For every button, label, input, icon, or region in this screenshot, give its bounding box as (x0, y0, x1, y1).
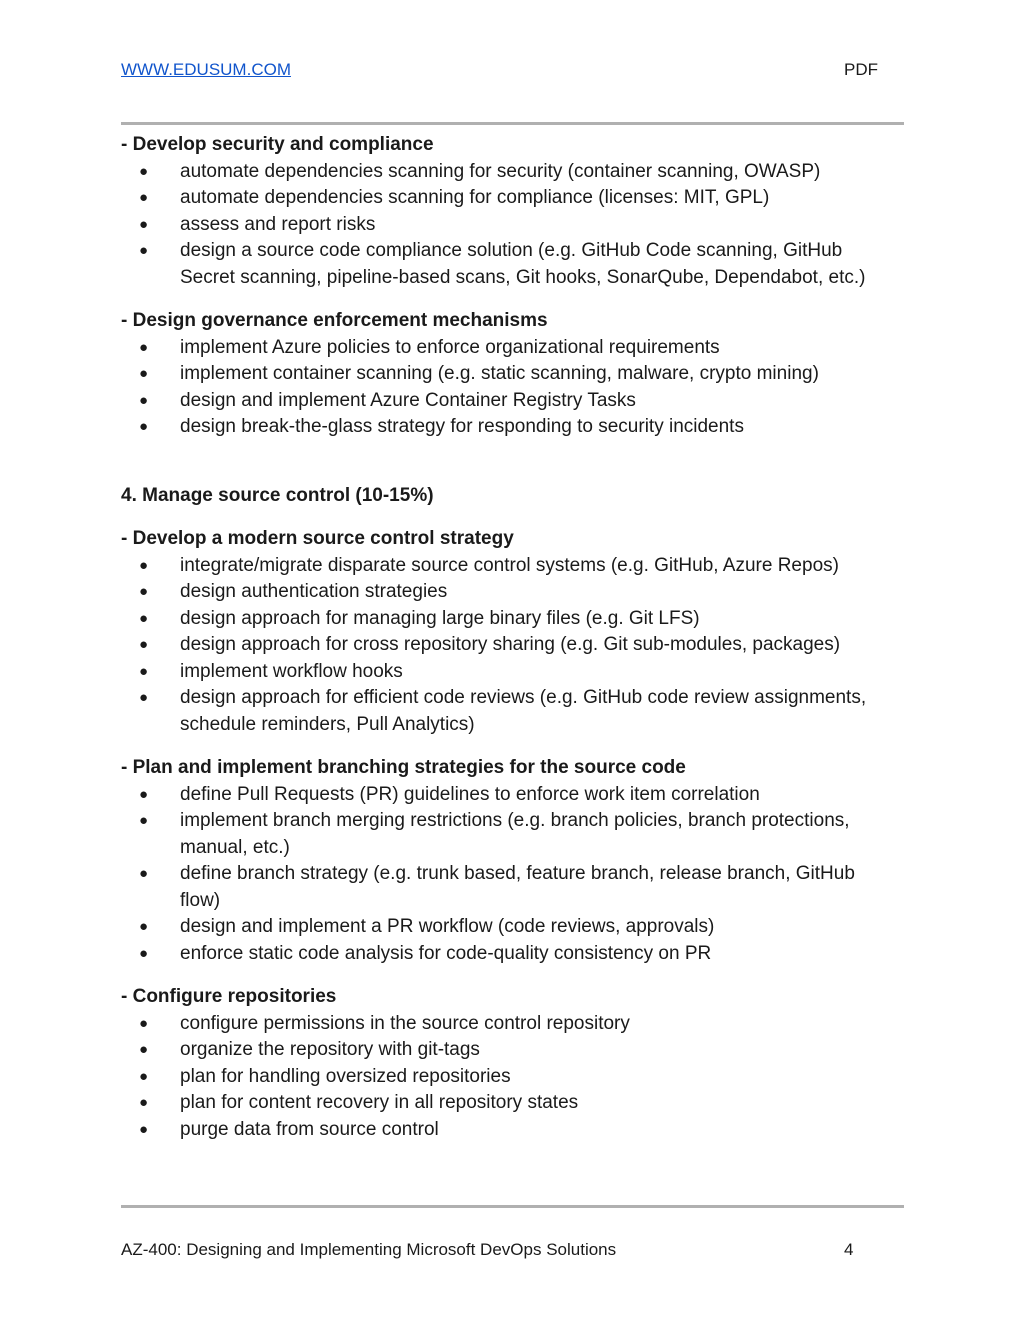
list-item-text: implement branch merging restrictions (e.g. branch policies, branch protections, manual, etc.) (180, 810, 850, 858)
bullet-icon: ● (139, 1120, 149, 1138)
list-item-text: implement workflow hooks (180, 660, 403, 682)
list-item-text: design and implement Azure Container Registry Tasks (180, 389, 636, 411)
bullet-icon: ● (139, 609, 149, 627)
section-heading: - Develop a modern source control strategy (121, 528, 514, 549)
bullet-icon: ● (139, 1067, 149, 1085)
list-item (121, 361, 900, 388)
bullet-icon: ● (139, 1041, 149, 1058)
list-item (121, 238, 900, 291)
header-divider (121, 122, 904, 125)
document-body (121, 132, 911, 1143)
list-item (121, 414, 900, 441)
list-item (121, 1037, 900, 1064)
list-item-text: design a source code compliance solution (e.g. GitHub Code scanning, GitHub Secret scanning, pipeline-based scans, Git hooks, SonarQube, Dependabot, etc.) (180, 240, 866, 288)
list-item (121, 335, 900, 362)
list-item-text: automate dependencies scanning for security (container scanning, OWASP) (180, 160, 821, 182)
list-item-text: define branch strategy (e.g. trunk based, feature branch, release branch, GitHub flow) (180, 863, 855, 911)
list-item-text: configure permissions in the source control repository (180, 1012, 630, 1034)
section-manage-source-control (121, 483, 911, 510)
list-item (121, 914, 900, 941)
bullet-icon: ● (139, 662, 149, 680)
list-item-text: design break-the-glass strategy for responding to security incidents (180, 416, 744, 437)
format-label: PDF (844, 60, 878, 79)
section-heading: - Plan and implement branching strategies for the source code (121, 757, 686, 778)
section-heading: - Develop security and compliance (121, 134, 434, 155)
bullet-icon: ● (139, 1014, 149, 1032)
bullet-icon: ● (139, 785, 149, 803)
list-item (121, 861, 900, 914)
list-item-text: design approach for efficient code reviews (e.g. GitHub code review assignments, schedule reminders, Pull Analytics) (180, 687, 867, 735)
bullet-icon: ● (139, 944, 149, 962)
section-source-control-strategy (121, 526, 911, 738)
bullet-list (121, 782, 911, 968)
list-item-text: plan for handling oversized repositories (180, 1065, 511, 1087)
bullet-icon: ● (139, 162, 149, 180)
bullet-icon: ● (139, 215, 149, 233)
bullet-icon: ● (139, 1094, 149, 1111)
list-item (121, 659, 900, 686)
bullet-icon: ● (139, 556, 149, 574)
footer-document-title: AZ-400: Designing and Implementing Microsoft DevOps Solutions (121, 1240, 617, 1259)
bullet-list (121, 335, 911, 441)
list-item (121, 1011, 900, 1038)
list-item-text: design and implement a PR workflow (code reviews, approvals) (180, 916, 715, 937)
bullet-icon: ● (139, 636, 149, 653)
section-governance (121, 308, 911, 441)
bullet-icon: ● (139, 338, 149, 356)
bullet-icon: ● (139, 689, 149, 706)
bullet-icon: ● (139, 242, 149, 259)
list-item (121, 685, 900, 738)
bullet-list (121, 159, 911, 292)
list-item-text: design authentication strategies (180, 581, 448, 602)
chapter-heading: 4. Manage source control (10-15%) (121, 484, 434, 506)
section-heading: - Design governance enforcement mechanisms (121, 310, 548, 331)
list-item-text: implement container scanning (e.g. static scanning, malware, crypto mining) (180, 363, 819, 384)
list-item (121, 782, 900, 809)
bullet-icon: ● (139, 583, 149, 600)
bullet-icon: ● (139, 812, 149, 829)
bullet-icon: ● (139, 391, 149, 409)
bullet-icon: ● (139, 418, 149, 435)
section-configure-repositories (121, 984, 911, 1143)
list-item-text: define Pull Requests (PR) guidelines to enforce work item correlation (180, 783, 760, 805)
list-item (121, 941, 900, 968)
site-link[interactable]: WWW.EDUSUM.COM (121, 60, 291, 79)
list-item (121, 553, 900, 580)
bullet-icon: ● (139, 918, 149, 935)
section-heading: - Configure repositories (121, 986, 337, 1007)
list-item-text: organize the repository with git-tags (180, 1039, 480, 1060)
footer-divider (121, 1205, 904, 1208)
list-item (121, 606, 900, 633)
section-branching-strategies (121, 755, 911, 967)
list-item (121, 159, 900, 186)
bullet-list (121, 553, 911, 739)
list-item-text: plan for content recovery in all repository states (180, 1092, 579, 1113)
list-item-text: enforce static code analysis for code-quality consistency on PR (180, 942, 712, 964)
list-item-text: design approach for managing large binary files (e.g. Git LFS) (180, 607, 700, 629)
list-item-text: assess and report risks (180, 213, 376, 235)
list-item-text: automate dependencies scanning for compliance (licenses: MIT, GPL) (180, 187, 770, 208)
list-item (121, 1117, 900, 1144)
bullet-icon: ● (139, 365, 149, 382)
bullet-icon: ● (139, 865, 149, 882)
list-item (121, 1064, 900, 1091)
list-item-text: integrate/migrate disparate source control systems (e.g. GitHub, Azure Repos) (180, 554, 839, 576)
list-item-text: design approach for cross repository sharing (e.g. Git sub-modules, packages) (180, 634, 841, 655)
list-item (121, 212, 900, 239)
list-item-text: purge data from source control (180, 1118, 439, 1140)
list-item (121, 185, 900, 212)
section-security-compliance (121, 132, 911, 291)
list-item-text: implement Azure policies to enforce organizational requirements (180, 336, 720, 358)
list-item (121, 632, 900, 659)
bullet-icon: ● (139, 189, 149, 206)
list-item (121, 1090, 900, 1117)
bullet-list (121, 1011, 911, 1144)
list-item (121, 808, 900, 861)
list-item (121, 388, 900, 415)
page-number: 4 (844, 1240, 854, 1259)
list-item (121, 579, 900, 606)
